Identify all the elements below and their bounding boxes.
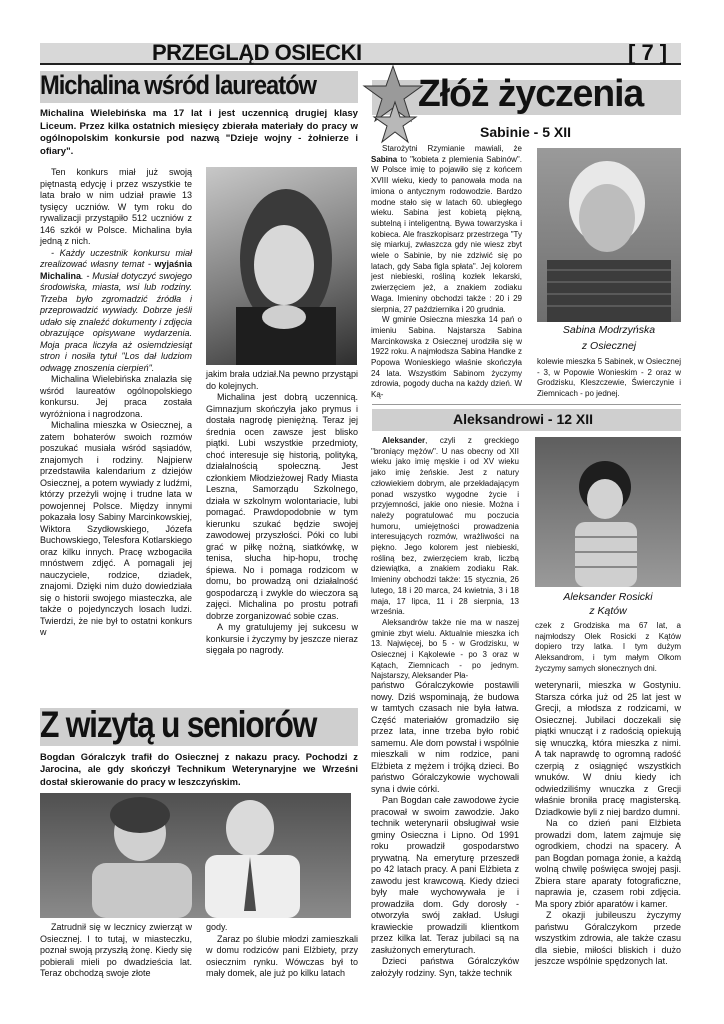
michalina-col2-para-3: A my gratulujemy jej sukcesu w konkursie i życzymy by jeszcze nieraz sięgała po nagrody. [206,622,358,655]
sabina-caption-text: kolewie mieszka 5 Sabinek, w Osiecznej - 3, w Popowie Wonieskim - 2 oraz w Grodzisku, Kleszczewie, Świerczynie i Ziemnicach - po jednej. [537,357,681,399]
aleksander-caption-text: czek z Grodziska ma 67 lat, a najmłodszy Olek Rosicki z Kątów dopiero trzy latka. I tym dużym Aleksandrom, i tym małym Olkom życzymy samych słonecznych dni. [535,621,681,673]
michalina-col2-para-1: jakim brała udział.Na pewno przystąpi do kolejnych. [206,369,358,391]
sabina-divider [372,404,681,405]
seniorzy-col1 [40,922,192,984]
seniorzy-col2 [206,922,358,984]
section-title: PRZEGLĄD OSIECKI [152,40,362,65]
michalina-para-1: Ten konkurs miał już swoją piętnastą edycję i przez wszystkie te lata brało w nim udział prawie 13 tysięcy uczniów. W tym roku do rywalizacji przystąpiło 512 uczniów z 146 szkół w Polsce. Michalina była jedną z nich. [40,167,192,246]
michalina-col2-para-2: Michalina jest dobrą uczennicą. Gimnazjum skończyła jako prymus i dostała nagrodę pieniężną. Teraz jej średnia ocen zawsze jest blisko piątki. Lubi wszystkie przedmioty, choć interesuje się historią, polityką, działalnością społeczną. Jest członkiem Młodzieżowej Rady Miasta Leszna, Samorządu Szkolnego, działa w szkolnym wolontariacie, lubi pomagać. Prawdopodobnie w tym kierunku szukać będzie swojej zawodowej przyszłości. Póki co lubi grać w piłkę nożną, siatkówkę, w tenisa, słucha hip-hopu, trochę śpiewa. No i pomaga rodzicom w domu, bo prowadzą oni działalność gospodarczą i zwykle do wieczora są zajęci. Michalina po prostu potrafi dobrze zorganizować sobie czas. [206,392,358,621]
couple-illustration [40,793,351,918]
michalina-headline: Michalina wśród laureatów [40,70,316,100]
seniorzy-col4-para-3: Z okazji jubileuszu życzymy państwu Góralczykom przede wszystkim zdrowia, ale także czasu dla siebie, miłości bliskich i dużo jeszcze wspólnie spędzonych lat. [535,910,681,966]
sabina-photo [537,148,681,322]
sabina-para-2: W gminie Osieczna mieszka 14 pań o imieniu Sabina. Najstarsza Sabina Marcinkowska z Osiecznej urodziła się w 1922 roku. A najmłodsza Sabina Handke z Popowa Wonieskiego właśnie skończyła 24 lata. Wszystkim Sabinom życzymy zdrowia, pogody ducha na każdy dzień. W Ką- [371,315,522,400]
michalina-col2 [206,369,358,673]
sabina-para-1: Starożytni Rzymianie mawiali, że Sabina to "kobieta z plemienia Sabinów". W Polsce imię to pojawiło się z końcem XVIII wieku, kiedy to panowała moda na imiona o antycznym rodowodzie. Bardzo modne stało się w latach 60. ubiegłego wieku. Sabina jest kobietą piękną, subtelną i inteligentną. Bywa towarzyska i kobieca. Ale fraszkopisarz przestrzega "Ty się miarkuj, zwłaszcza gdy nie wiesz zbyt wiele o Sabinie, by nie zdziwić się po latach, gdy Saba figla spłata". Jej kolorem jest niebieski, rośliną kozłek lekarski, zwierzęciem jeż, a znakiem zodiaku Waga. Imieniny obchodzi także : 20 i 29 sierpnia, 27 października i 20 grudnia. [371,144,522,314]
seniorzy-headline: Z wizytą u seniorów [40,704,317,745]
michalina-col1 [40,167,192,706]
seniorzy-col3 [371,680,519,984]
aleksander-caption-name: Aleksander Rosicki [563,591,653,603]
seniorzy-col2-para-1: gody. [206,922,228,932]
page-number: [ 7 ] [628,40,668,65]
aleksander-text [371,436,519,681]
aleksander-caption-place: z Kątów [589,605,627,617]
portrait-elderly-woman-illustration [537,148,681,322]
sabina-caption-place: z Osiecznej [581,340,637,352]
seniorzy-col1-para: Zatrudnił się w lecznicy zwierząt w Osiecznej. I to tutaj, w miasteczku, poznał swoją przyszłą żonę. Kiedy się pobierali mieli po dwadzieścia lat. Teraz obchodzą swoje złote [40,922,192,978]
sabina-subhead: Sabinie - 5 XII [480,124,572,140]
seniorzy-col4 [535,680,681,984]
sabina-caption-name: Sabina Modrzyńska [562,324,656,336]
michalina-photo [206,167,357,365]
seniorzy-photo [40,793,351,918]
seniorzy-col4-para-2: Na co dzień pani Elżbieta prowadzi dom, latem zajmuje się ogrodkiem, chodzi na spacery. A pan Bogdan pomaga żonie, a każdą wolną chwilę poświęca swojej pasji. Zbiera stare aparaty fotograficzne, naprawia je, czasem robi zdjęcia. Ma spory zbiór aparatów i kamer. [535,818,681,909]
seniorzy-col3-para-3: Dzieci państwa Góralczyków założyły rodziny. Syn, także technik [371,956,519,978]
seniorzy-col4-para-1: weterynarii, mieszka w Gostyniu. Starsza córka już od 25 lat jest w Grecji, a młodsza z rodzicami, w Osiecznej. Jubilaci doczekali się piątki wnucząt i z radością opiekują się wnuczką, która mieszka z nimi. A tak naprawdę to ogromną radość czerpią z osiągnięć wszystkich wnuków. W dniu kiedy ich odwiedziliśmy wnuczka z Grecji właśnie broniła pracę magisterską. Dziadkowie byli z niej bardzo dumni. [535,680,681,817]
sabina-text [371,144,522,400]
michalina-para-3: Michalina Wielebińska znalazła się wśród laureatów ogólnopolskiego konkursu. Jej praca została wyróżniona i nagrodzona. [40,374,192,419]
aleksander-subhead: Aleksandrowi - 12 XII [453,411,594,427]
aleksander-para-1: Aleksander, czyli z greckiego "broniący mężów". U nas obecny od XII wieku jako imię męskie i od XV wieku jako imię żeńskie. Jest z natury człowiekiem dobrym, ale przekładającym ponad wszystko wygodne życie i przyjemności, jakie ono niesie. Można i należy pogratulować mu poczucia humoru, umiejętności prowadzenia interesujących rozmów, wrażliwości na piękno. Jego kolorem jest niebieski, rośliną bez, zwierzęciem krab, liczbą dziewiątka, a znakiem zodiaku Rak. Imieniny obchodzi także: 15 stycznia, 26 lutego, 18 i 20 marca, 24 kwietnia, 3 i 18 maja, 17 lipca, 11 i 28 sierpnia, 13 września. [371,436,519,617]
michalina-lead: Michalina Wielebińska ma 17 lat i jest uczennicą drugiej klasy Liceum. Przez kilka ostatnich miesięcy zbierała materiały do pracy w ogólnopolskim konkursie pod nazwą "Dzieje wojny - żołnierze i ofiary". [40,108,358,157]
portrait-girl-illustration [206,167,357,365]
michalina-para-2: - Każdy uczestnik konkursu miał zrealizować własny temat - wyjaśnia Michalina. - Musiał dotyczyć swojego środowiska, miasta, wsi lub rodziny. Trzeba było zgromadzić źródła i przeprowadzić wywiady. Dobrze jeśli udało się znaleźć dokumenty i zdjęcia obrazujące opisywane wydarzenia. Moja praca liczyła aż osiemdziesiąt stron i nosiła tytuł "Los dał ludziom odwagę znoszenia cierpień". [40,247,192,373]
seniorzy-lead: Bogdan Góralczyk trafił do Osiecznej z nakazu pracy. Pochodzi z Jarocina, ale gdy skończył Technikum Weterynaryjne we Wrześni dostał skierowanie do pracy w leszczyńskim. [40,751,358,787]
aleksander-photo [535,437,681,587]
seniorzy-col3-para-1: państwo Góralczykowie postawili nowy. Dziś wspominają, że budowa w tamtych czasach nie była łatwa. Część materiałów gromadziło się przez lata, inne trzeba było robić samemu. Ale dom powstał i wspólnie mieszkali w nim rodzice, pani Elżbieta z mężem i trójką dzieci. Bo państwo Góralczykowie wychowali syna i dwie córki. [371,680,519,794]
aleksander-para-2: Aleksandrów także nie ma w naszej gminie zbyt wielu. Aktualnie mieszka ich 13. Najwięcej, bo 5 - w Grodzisku, w Osiecznej i Kąkolewie - po 3 oraz w Kątach, Ziemnicach - po jednym. Najstarszy, Aleksander Pła- [371,617,519,681]
seniorzy-col2-para-2: Zaraz po ślubie młodzi zamieszkali w domu rodziców pani Elżbiety, przy osiecznim rynku. Wówczas był to mały domek, ale już po kilku latach [206,933,358,978]
portrait-child-illustration [535,437,681,587]
zyczenia-headline: Złóż życzenia [418,73,644,115]
small-star-icon [372,100,418,146]
michalina-para-4: Michalina mieszka w Osiecznej, a zatem bohaterów swoich rozmów poszukać musiała wśród sąsiadów, znajomych i rodziny. Najpierw przedstawiła kalendarium z dziejów Osiecznej, a potem wywiady z ludźmi, którzy przeżyli wojnę i trudne lata w powojennej Polsce. Między innymi pokazała losy Sabiny Marcinkowskiej, Wiktora Szydłowskiego, Józefa Buchowskiego, Telesfora Kotlarskiego oraz kilku innych. Pracę wzbogaciła mnóstwem zdjęć. A pomagali jej nauczyciele, rodzice, dziadek, znajomi. Dzięki nim dużo dowiedziała się o historii swojego miasteczka, ale także o pojedynczych losach ludzi. Twierdzi, że nie był to ostatni konkurs w [40,420,192,637]
seniorzy-col3-para-2: Pan Bogdan całe zawodowe życie pracował w swoim zawodzie. Jako technik weterynarii obsługiwał wsie gminy Osieczna i Lipno. Od 1991 roku prowadził gospodarstwo prywatną. Na emeryturę przeszedł po 42 latach pracy. A pani Elżbieta z zawodu jest krawcową. Kiedy dzieci były małe wychowywała je i prowadziła dom. Gdy dorosły - otworzyła swój zakład. Usługi krawieckie prowadzili klientkom przez kilka lat. Teraz jubilaci są na zasłużonych emeryturach. [371,795,519,955]
